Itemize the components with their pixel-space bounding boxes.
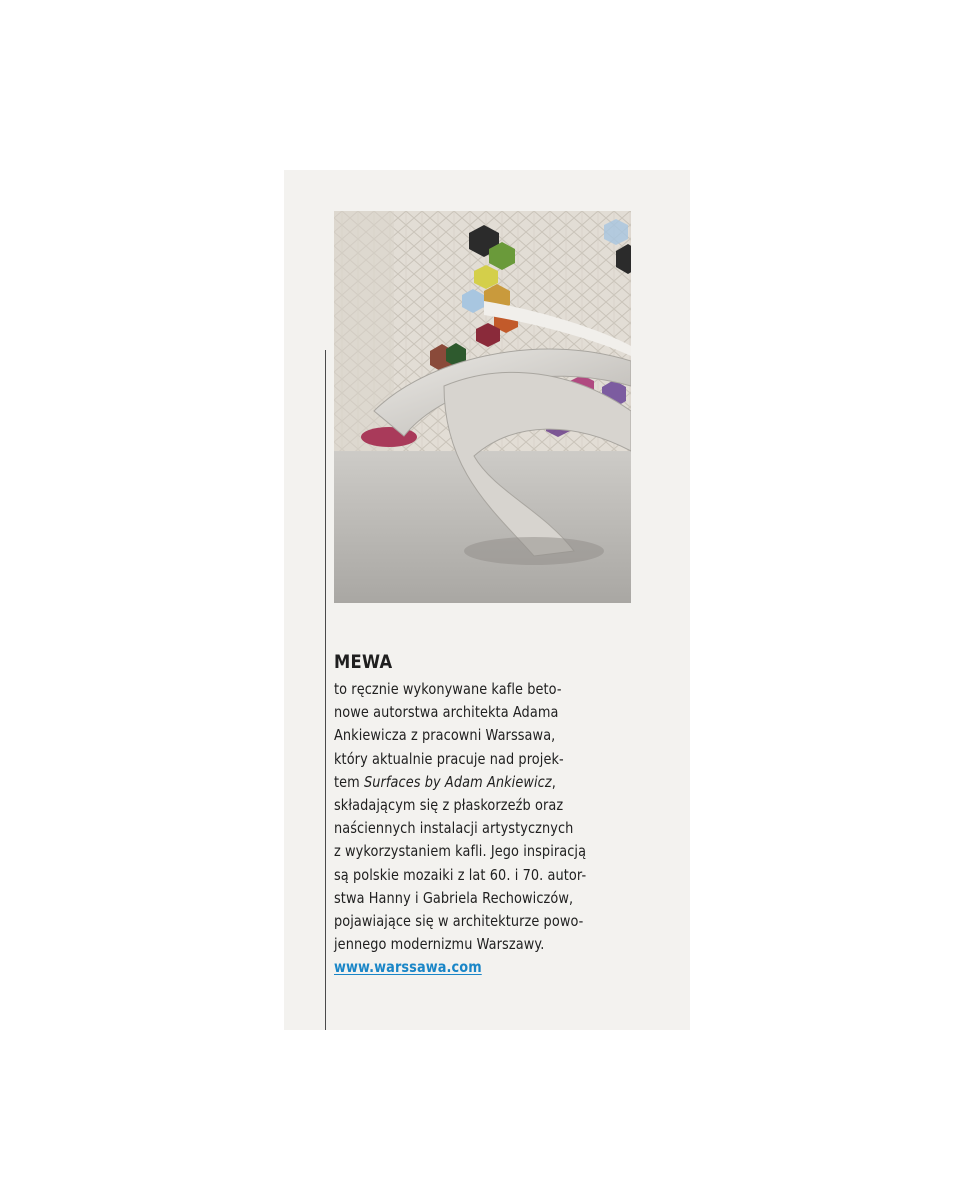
body-line: naściennych instalacji artystycznych xyxy=(334,819,574,838)
body-line-prefix: tem xyxy=(334,772,365,791)
article xyxy=(334,650,634,980)
body-line: jennego modernizmu Warszawy. xyxy=(334,935,545,954)
body-line: z wykorzystaniem kafli. Jego inspiracją xyxy=(334,842,587,861)
body-line: Ankiewicza z pracowni Warssawa, xyxy=(334,726,556,745)
column-rule xyxy=(325,350,326,1030)
staircase-photo xyxy=(334,211,631,603)
article-title: MEWA xyxy=(334,651,393,673)
body-line: który aktualnie pracuje nad projek- xyxy=(334,749,564,768)
body-line: nowe autorstwa architekta Adama xyxy=(334,703,559,722)
body-line: składającym się z płaskorzeźb oraz xyxy=(334,796,564,815)
body-line: to ręcznie wykonywane kafle beto- xyxy=(334,680,562,698)
body-line: stwa Hanny i Gabriela Rechowiczów, xyxy=(334,888,574,907)
body-line: są polskie mozaiki z lat 60. i 70. autor- xyxy=(334,865,587,884)
body-line: pojawiające się w architekturze powo- xyxy=(334,912,584,931)
body-line-suffix: , xyxy=(551,772,556,791)
project-name: Surfaces by Adam Ankiewicz xyxy=(364,772,552,791)
website-link[interactable]: www.warssawa.com xyxy=(334,958,482,977)
staircase-tile-wall-photo-icon xyxy=(334,211,631,603)
body-line xyxy=(334,771,631,794)
article-body xyxy=(334,678,631,980)
